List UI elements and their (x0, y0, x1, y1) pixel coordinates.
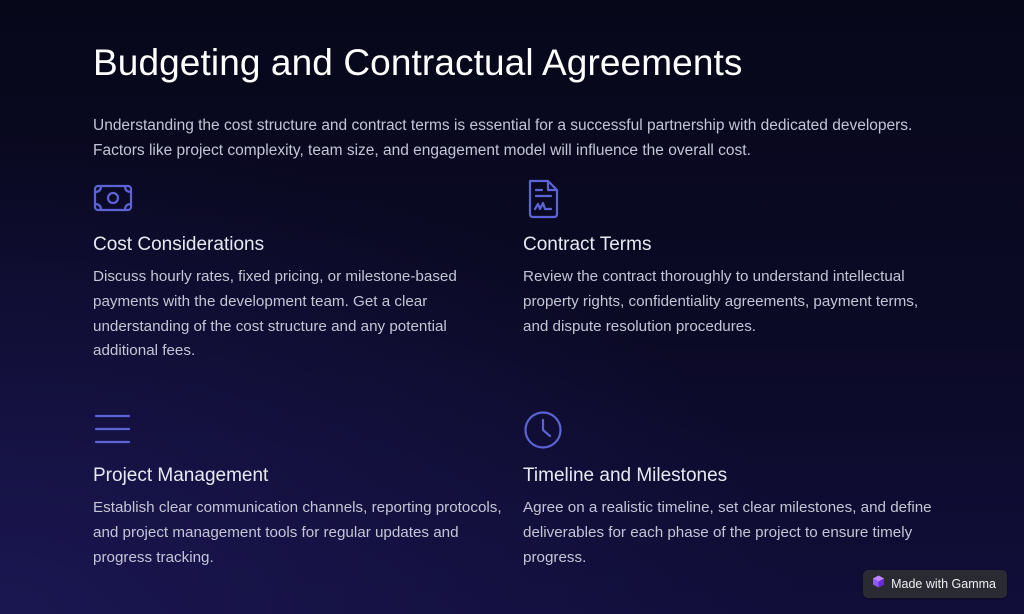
card-timeline-milestones (523, 409, 933, 570)
gamma-logo-icon (872, 575, 885, 593)
badge-label: Made with Gamma (891, 577, 996, 591)
money-bill-icon (93, 178, 135, 220)
made-with-gamma-badge[interactable] (863, 570, 1007, 598)
card-heading: Project Management (93, 465, 269, 486)
slide (93, 0, 933, 614)
card-heading: Timeline and Milestones (523, 465, 728, 486)
intro-paragraph: Understanding the cost structure and contract terms is essential for a successful partnership with dedicated developers. Factors like project complexity, team size, and engagement model will influence the overall cost. (93, 117, 913, 159)
card-body: Establish clear communication channels, reporting protocols, and project management tools for regular updates and progress tracking. (93, 499, 502, 566)
card-body: Discuss hourly rates, fixed pricing, or milestone-based payments with the development team. Get a clear understanding of the cost structure and any potential additional fees. (93, 268, 457, 360)
card-heading: Contract Terms (523, 234, 652, 255)
card-cost-considerations (93, 178, 503, 364)
card-heading: Cost Considerations (93, 234, 265, 255)
card-project-management (93, 409, 503, 570)
card-body: Agree on a realistic timeline, set clear milestones, and define deliverables for each phase of the project to ensure timely progress. (523, 499, 932, 566)
page-title: Budgeting and Contractual Agreements (93, 42, 743, 83)
menu-lines-icon (93, 409, 135, 451)
card-body: Review the contract thoroughly to understand intellectual property rights, confidentiality agreements, payment terms, and dispute resolution procedures. (523, 268, 919, 335)
clock-icon (523, 409, 565, 451)
card-contract-terms (523, 178, 933, 339)
contract-document-icon (523, 178, 565, 220)
